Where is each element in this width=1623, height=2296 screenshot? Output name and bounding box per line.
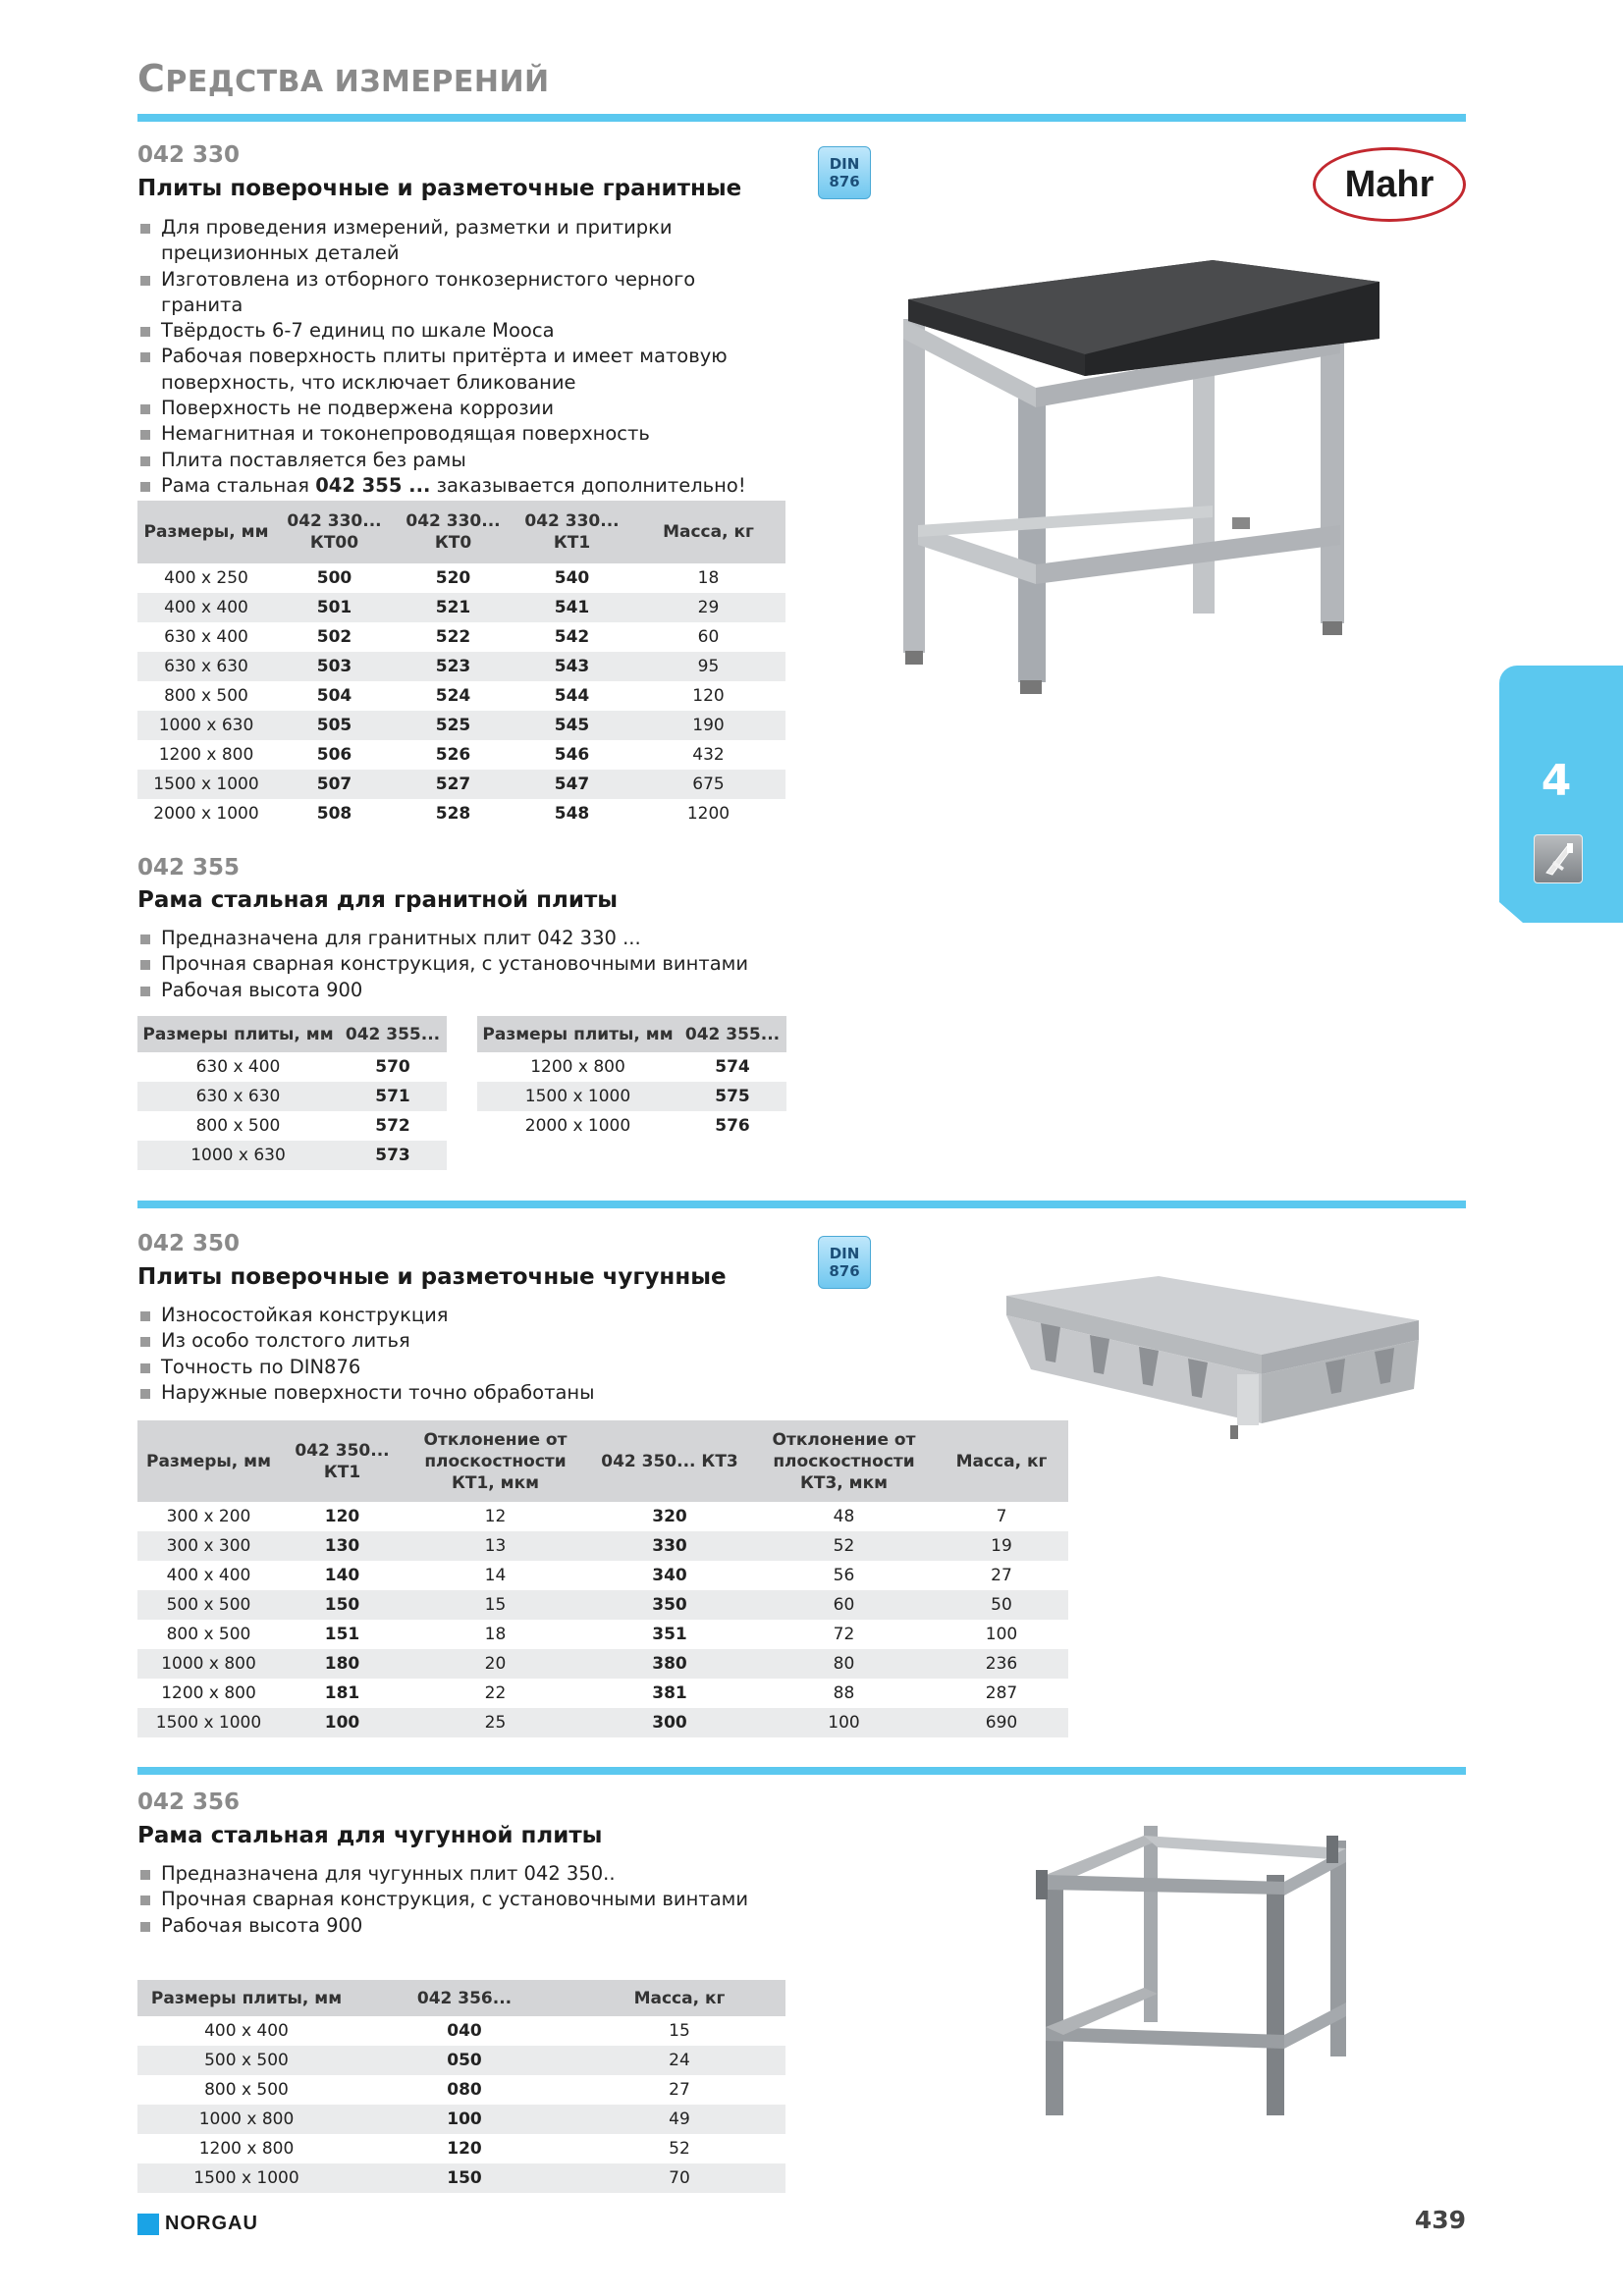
table-cell: 25 [405,1708,586,1737]
table-cell: 236 [935,1649,1068,1679]
col-header: 042 330... КТ0 [394,501,513,563]
table-row [137,1649,1068,1679]
table-cell: 100 [280,1708,405,1737]
table-cell: 547 [513,770,631,799]
table-cell: 525 [394,711,513,740]
table-row [137,2105,785,2134]
table-cell: 400 x 250 [164,568,248,588]
norgau-logo: NORGAU [165,2213,258,2234]
table-cell: 506 [316,745,352,765]
table-cell: 130 [280,1531,405,1561]
caliper-icon [1534,834,1583,883]
list-item: Рабочая поверхность плиты притёрта и имеет матовую поверхность, что исключает бликование [137,344,766,396]
section-title-granite-frame: Рама стальная для гранитной плиты [137,887,619,913]
table-cell: 18 [484,1625,507,1644]
list-item: Прочная сварная конструкция, с установочными винтами [137,1887,805,1912]
table-cell: 13 [405,1531,586,1561]
col-header: Отклонение от плоскостности КТ1, мкм [405,1420,586,1502]
table-cell: 524 [435,686,471,706]
col-header: Масса, кг [935,1420,1068,1502]
list-item: Прочная сварная конструкция, с установочными винтами [137,951,805,977]
table-cell: 320 [652,1507,687,1526]
col-header: Масса, кг [573,1980,785,2016]
table-cell: 20 [405,1649,586,1679]
col-header: Отклонение от плоскостности КТ3, мкм [753,1420,935,1502]
table-cell: 180 [280,1649,405,1679]
table-cell: 12 [484,1507,507,1526]
table-cell: 48 [833,1507,855,1526]
table-cell: 690 [935,1708,1068,1737]
table-cell: 543 [513,652,631,681]
table-row [137,1531,1068,1561]
col-header: 042 356... [355,1980,573,2016]
table-row [137,1502,1068,1531]
table-cell: 575 [678,1082,786,1111]
table-row [137,2046,785,2075]
table-cell: 400 x 400 [204,2021,289,2041]
table-cell: 1200 [686,804,730,824]
table-cell: 100 [985,1625,1018,1644]
table-cell: 576 [715,1116,750,1136]
table-cell: 503 [275,652,394,681]
table-cell: 526 [435,745,471,765]
col-header: Размеры плиты, мм [477,1016,678,1052]
section-code-042330: 042 330 [137,142,241,168]
list-item: Из особо толстого литья [137,1328,805,1354]
table-cell: 80 [753,1649,935,1679]
table-cell: 523 [394,652,513,681]
table-cell: 432 [692,745,725,765]
list-item: Рабочая высота 900 [137,1913,805,1939]
table-cell: 120 [447,2139,482,2159]
col-header: Размеры, мм [137,1420,280,1502]
list-item: Точность по DIN876 [137,1355,805,1380]
col-header: Размеры, мм [137,501,275,563]
cast-iron-plates-table [137,1420,1068,1737]
feature-list [137,215,766,499]
table-row [137,1679,1068,1708]
table-cell: 70 [573,2163,785,2193]
table-cell: 1500 x 1000 [137,770,275,799]
section-title-granite-plates: Плиты поверочные и разметочные гранитные [137,176,742,201]
list-item: Изготовлена из отборного тонкозернистого черного гранита [137,267,766,319]
col-header: 042 350... КТ1 [280,1420,405,1502]
table-cell: 521 [394,593,513,622]
table-cell: 150 [355,2163,573,2193]
table-cell: 1000 x 800 [137,2105,355,2134]
table-cell: 140 [324,1566,360,1585]
table-cell: 800 x 500 [166,1625,251,1644]
table-cell: 800 x 500 [204,2080,289,2100]
table-cell: 15 [669,2021,690,2041]
list-item: Твёрдость 6-7 единиц по шкале Мооса [137,318,766,344]
table-cell: 540 [554,568,590,588]
table-cell: 24 [573,2046,785,2075]
table-cell: 630 x 630 [137,1082,339,1111]
table-row [137,2016,785,2046]
table-cell: 541 [513,593,631,622]
table-row [137,593,785,622]
table-cell: 100 [753,1708,935,1737]
table-cell: 050 [355,2046,573,2075]
table-cell: 500 x 500 [137,2046,355,2075]
table-cell: 504 [316,686,352,706]
table-cell: 2000 x 1000 [524,1116,631,1136]
granite-frame-table-left [137,1016,447,1170]
col-header: Размеры плиты, мм [137,1980,355,2016]
table-cell: 572 [375,1116,410,1136]
list-item: Немагнитная и токонепроводящая поверхность [137,421,766,447]
table-cell: 800 x 500 [195,1116,281,1136]
table-row [137,740,785,770]
table-row [137,1082,447,1111]
col-header: 042 330... КТ00 [275,501,394,563]
list-item: Рабочая высота 900 [137,978,805,1003]
table-cell: 22 [484,1683,507,1703]
section-code-042356: 042 356 [137,1789,241,1815]
cast-iron-plate-image [1001,1276,1424,1443]
table-cell: 2000 x 1000 [153,804,259,824]
list-item: Предназначена для гранитных плит 042 330 ... [137,926,805,951]
table-cell: 1000 x 630 [137,711,275,740]
table-row [137,681,785,711]
table-row [477,1052,786,1082]
table-cell: 27 [991,1566,1012,1585]
table-cell: 542 [554,627,590,647]
table-cell: 630 x 400 [195,1057,281,1077]
table-cell: 545 [513,711,631,740]
table-cell: 1000 x 630 [137,1141,339,1170]
table-row [137,1111,447,1141]
granite-plates-table [137,501,785,828]
table-cell: 522 [435,627,471,647]
table-cell: 300 x 300 [137,1531,280,1561]
table-cell: 508 [316,804,352,824]
chapter-number: 4 [1541,756,1572,806]
section-rule [137,1767,1466,1775]
table-row [137,711,785,740]
steel-frame-image [1036,1821,1370,2125]
table-cell: 18 [697,568,720,588]
table-row [477,1082,786,1111]
table-cell: 501 [275,593,394,622]
table-cell: 52 [753,1531,935,1561]
mahr-logo: Mahr [1313,147,1466,222]
table-cell: 300 [586,1708,753,1737]
table-row [137,563,785,593]
table-cell: 15 [405,1590,586,1620]
table-cell: 151 [324,1625,360,1644]
col-header: 042 350... КТ3 [586,1420,753,1502]
table-row [137,770,785,799]
table-cell: 52 [669,2139,690,2159]
table-cell: 400 x 400 [166,1566,251,1585]
table-row [137,2163,785,2193]
table-row [137,1052,447,1082]
table-cell: 528 [435,804,471,824]
table-cell: 630 x 630 [137,652,275,681]
table-cell: 502 [316,627,352,647]
table-cell: 675 [631,770,785,799]
list-item: Наружные поверхности точно обработаны [137,1380,805,1406]
table-row [137,1561,1068,1590]
feature-list [137,1861,805,1939]
table-cell: 340 [652,1566,687,1585]
col-header: 042 355... [678,1016,786,1052]
col-header: 042 355... [339,1016,447,1052]
table-cell: 49 [573,2105,785,2134]
table-row [137,799,785,828]
table-cell: 507 [275,770,394,799]
table-cell: 400 x 400 [137,593,275,622]
table-cell: 88 [833,1683,855,1703]
table-cell: 574 [715,1057,750,1077]
feature-list [137,1303,805,1406]
header-rule [137,114,1466,122]
table-row [137,652,785,681]
table-cell: 520 [435,568,471,588]
section-code-042350: 042 350 [137,1231,241,1256]
table-row [477,1111,786,1141]
table-cell: 571 [339,1082,447,1111]
table-cell: 351 [652,1625,687,1644]
table-row [137,1620,1068,1649]
list-item: Поверхность не подвержена коррозии [137,396,766,421]
table-cell: 1200 x 800 [198,2139,295,2159]
table-cell: 800 x 500 [164,686,248,706]
table-cell: 544 [554,686,590,706]
table-cell: 120 [324,1507,360,1526]
table-cell: 080 [447,2080,482,2100]
table-cell: 7 [996,1507,1007,1526]
cast-iron-frame-table [137,1980,785,2193]
table-cell: 505 [275,711,394,740]
granite-plate-image [889,260,1399,697]
section-rule [137,1201,1466,1208]
table-cell: 630 x 400 [164,627,248,647]
table-cell: 500 [316,568,352,588]
norgau-logo-mark [137,2214,159,2235]
table-cell: 60 [753,1590,935,1620]
table-cell: 350 [586,1590,753,1620]
feature-list [137,926,805,1003]
table-cell: 546 [554,745,590,765]
table-cell: 14 [484,1566,507,1585]
table-cell: 527 [394,770,513,799]
table-cell: 381 [652,1683,687,1703]
table-cell: 300 x 200 [166,1507,251,1526]
list-item: Плита поставляется без рамы [137,448,766,473]
table-cell: 190 [631,711,785,740]
section-title-cast-iron-plates: Плиты поверочные и разметочные чугунные [137,1264,727,1290]
section-code-042355: 042 355 [137,855,241,881]
table-cell: 27 [669,2080,690,2100]
table-cell: 548 [554,804,590,824]
table-cell: 1500 x 1000 [137,1708,280,1737]
table-cell: 1200 x 800 [161,1683,256,1703]
table-cell: 29 [631,593,785,622]
table-cell: 19 [935,1531,1068,1561]
table-row [137,622,785,652]
page-number: 439 [1414,2206,1466,2234]
table-cell: 573 [339,1141,447,1170]
din-badge: DIN 876 [818,1236,871,1289]
col-header: Размеры плиты, мм [137,1016,339,1052]
table-row [137,1141,447,1170]
granite-frame-table-right [477,1016,786,1141]
table-cell: 1200 x 800 [158,745,254,765]
din-badge: DIN 876 [818,146,871,199]
table-cell: 040 [447,2021,482,2041]
list-item: Рама стальная 042 355 ... заказывается дополнительно! [137,473,766,499]
table-row [137,2075,785,2105]
table-cell: 500 x 500 [137,1590,280,1620]
table-cell: 1000 x 800 [137,1649,280,1679]
table-row [137,1590,1068,1620]
table-cell: 1500 x 1000 [477,1082,678,1111]
page-header: СРЕДСТВА ИЗМЕРЕНИЙ [137,57,550,100]
table-cell: 150 [280,1590,405,1620]
col-header: 042 330... КТ1 [513,501,631,563]
list-item: Для проведения измерений, разметки и притирки прецизионных деталей [137,215,766,267]
list-item: Износостойкая конструкция [137,1303,805,1328]
list-item: Предназначена для чугунных плит 042 350.. [137,1861,805,1887]
table-cell: 181 [324,1683,360,1703]
table-cell: 60 [697,627,720,647]
table-cell: 1500 x 1000 [137,2163,355,2193]
table-cell: 100 [355,2105,573,2134]
table-cell: 72 [833,1625,855,1644]
table-cell: 570 [375,1057,410,1077]
table-cell: 380 [586,1649,753,1679]
table-cell: 95 [631,652,785,681]
col-header: Масса, кг [631,501,785,563]
table-cell: 330 [586,1531,753,1561]
table-cell: 1200 x 800 [530,1057,625,1077]
table-row [137,2134,785,2163]
table-cell: 56 [833,1566,855,1585]
table-cell: 120 [692,686,725,706]
table-cell: 50 [935,1590,1068,1620]
section-title-cast-iron-frame: Рама стальная для чугунной плиты [137,1823,603,1848]
table-row [137,1708,1068,1737]
table-cell: 287 [985,1683,1018,1703]
